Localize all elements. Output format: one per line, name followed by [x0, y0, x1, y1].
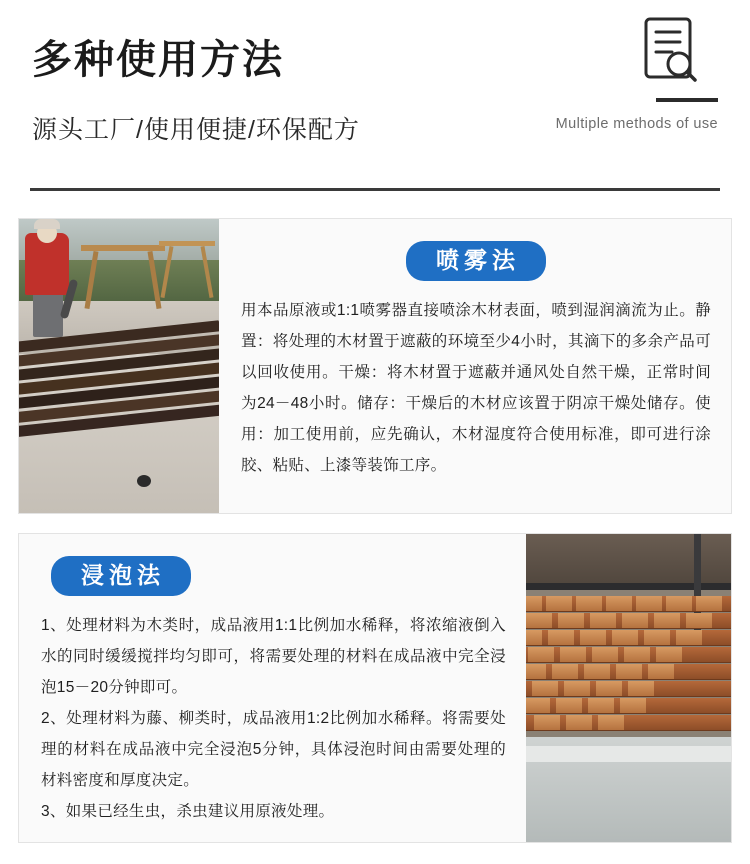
- soak-method-body: [19, 534, 526, 842]
- photo-timber-stack: [526, 596, 731, 738]
- soak-paragraph-3: 3、如果已经生虫，杀虫建议用原液处理。: [41, 803, 335, 821]
- soak-paragraph-1: 1、处理材料为木类时，成品液用1:1比例加水稀释，将浓缩液倒入水的同时缓缓搅拌均匀即可，将需要处理的材料在成品液中完全浸泡15－20分钟即可。: [41, 617, 506, 697]
- spray-method-body: [219, 219, 731, 513]
- photo-worker-legs: [33, 291, 63, 337]
- photo-curb: [526, 746, 731, 762]
- spray-badge-wrap: [241, 241, 711, 281]
- document-search-icon: [642, 16, 698, 84]
- spray-method-text: [241, 295, 711, 481]
- photo-sawhorse: [81, 245, 165, 303]
- spray-method-photo: [19, 219, 219, 513]
- page-header: [0, 0, 750, 170]
- photo-ground-object: [137, 475, 151, 487]
- soak-method-text: [41, 610, 506, 827]
- soak-method-badge: 浸泡法: [51, 556, 191, 596]
- photo-plank-stack: [19, 320, 219, 450]
- header-english-caption: Multiple methods of use: [555, 116, 718, 132]
- soak-paragraph-2: 2、处理材料为藤、柳类时，成品液用1:2比例加水稀释。将需要处理的材料在成品液中完全浸泡5分钟，具体浸泡时间由需要处理的材料密度和厚度决定。: [41, 710, 506, 790]
- photo-worker-cap: [34, 219, 60, 229]
- header-divider: [30, 188, 720, 191]
- soak-badge-wrap: [41, 556, 506, 596]
- spray-paragraph: 用本品原液或1:1喷雾器直接喷涂木材表面，喷到湿润滴流为止。静置：将处理的木材置于遮蔽的环境至少4小时，其滴下的多余产品可以回收使用。干燥：将木材置于遮蔽并通风处自然干燥，正常时间为24－48小时。储存：干燥后的木材应该置于阴凉干燥处储存。使用：加工使用前，应先确认，木材湿度符合使用标准，即可进行涂胶、粘贴、上漆等装饰工序。: [241, 302, 711, 475]
- page-subtitle: 源头工厂/使用便捷/环保配方: [32, 116, 360, 144]
- page-title: 多种使用方法: [32, 38, 284, 82]
- method-card-spray: [18, 218, 732, 514]
- spray-method-badge: 喷雾法: [406, 241, 546, 281]
- header-rule: [656, 98, 718, 102]
- method-card-soak: [18, 533, 732, 843]
- soak-method-photo: [526, 534, 731, 842]
- photo-sawhorse: [159, 241, 215, 293]
- header-english-block: [458, 98, 718, 132]
